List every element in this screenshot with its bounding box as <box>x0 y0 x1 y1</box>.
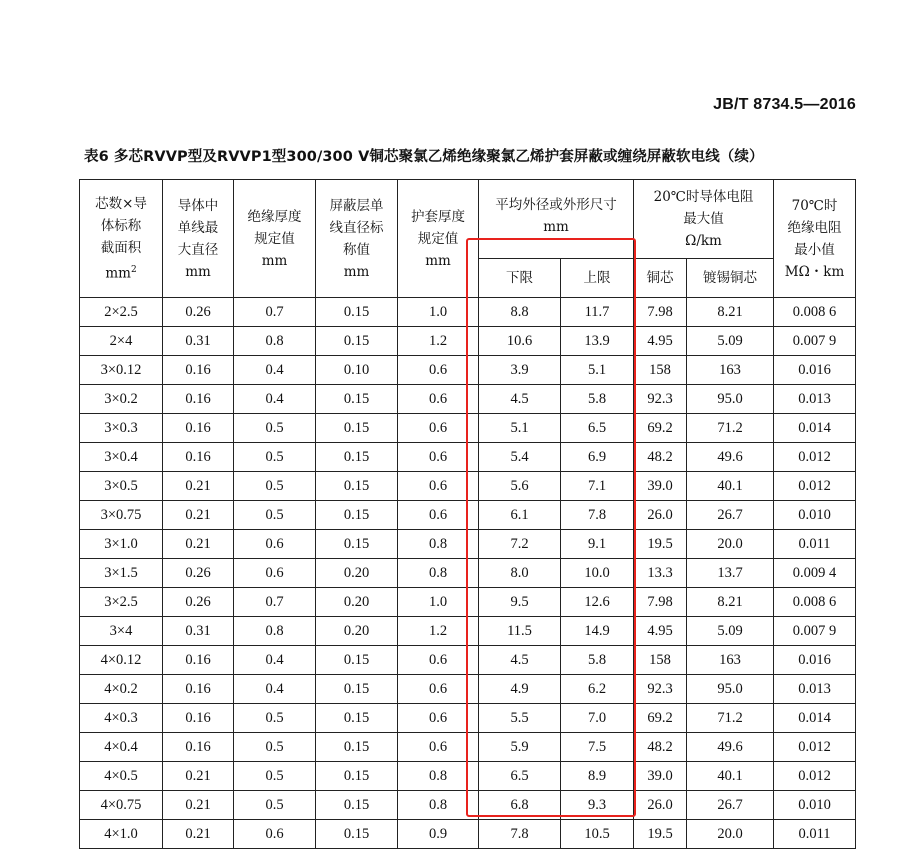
cell-insulation-thickness: 0.6 <box>234 530 316 559</box>
cell-insulation-thickness: 0.5 <box>234 791 316 820</box>
cell-insulation-thickness: 0.7 <box>234 588 316 617</box>
cell-sheath-thickness: 0.8 <box>398 762 479 791</box>
cell-sheath-thickness: 0.6 <box>398 704 479 733</box>
table-row <box>80 327 856 356</box>
cell-sheath-thickness: 1.0 <box>398 588 479 617</box>
cell-resistance-copper: 26.0 <box>634 501 687 530</box>
cell-shield-wire-diameter: 0.20 <box>316 617 398 646</box>
table-row <box>80 617 856 646</box>
standard-code: JB/T 8734.5—2016 <box>713 96 856 113</box>
cell-insulation-thickness: 0.5 <box>234 762 316 791</box>
cell-insulation-thickness: 0.5 <box>234 414 316 443</box>
table-row <box>80 704 856 733</box>
cell-outer-diameter-min: 3.9 <box>479 356 561 385</box>
cell-outer-diameter-max: 11.7 <box>561 298 634 327</box>
cell-outer-diameter-min: 8.0 <box>479 559 561 588</box>
cell-cross-section: 3×0.3 <box>80 414 163 443</box>
cell-insulation-resistance: 0.009 4 <box>774 559 856 588</box>
cell-outer-diameter-min: 6.8 <box>479 791 561 820</box>
cell-resistance-tinned-copper: 20.0 <box>687 820 774 849</box>
table-row <box>80 298 856 327</box>
cell-sheath-thickness: 0.6 <box>398 356 479 385</box>
cell-shield-wire-diameter: 0.15 <box>316 820 398 849</box>
cell-resistance-tinned-copper: 163 <box>687 646 774 675</box>
table-caption: 表6 多芯RVVP型及RVVP1型300/300 V铜芯聚氯乙烯绝缘聚氯乙烯护套屏蔽或缠绕屏蔽软电线（续） <box>84 149 764 165</box>
cell-resistance-copper: 13.3 <box>634 559 687 588</box>
cell-cross-section: 4×0.5 <box>80 762 163 791</box>
cell-wire-diameter: 0.16 <box>163 385 234 414</box>
header-sheath-thickness: 护套厚度 规定值 mm <box>398 180 479 298</box>
cell-outer-diameter-max: 9.1 <box>561 530 634 559</box>
cell-shield-wire-diameter: 0.15 <box>316 414 398 443</box>
cell-insulation-thickness: 0.7 <box>234 298 316 327</box>
cell-wire-diameter: 0.26 <box>163 559 234 588</box>
cell-cross-section: 3×0.2 <box>80 385 163 414</box>
cell-resistance-tinned-copper: 95.0 <box>687 385 774 414</box>
cell-resistance-copper: 158 <box>634 356 687 385</box>
cell-insulation-resistance: 0.014 <box>774 414 856 443</box>
cell-wire-diameter: 0.16 <box>163 443 234 472</box>
header-upper-limit: 上限 <box>561 259 634 298</box>
cell-sheath-thickness: 1.2 <box>398 327 479 356</box>
cell-outer-diameter-max: 14.9 <box>561 617 634 646</box>
cell-insulation-resistance: 0.016 <box>774 356 856 385</box>
cell-shield-wire-diameter: 0.15 <box>316 443 398 472</box>
cell-insulation-thickness: 0.5 <box>234 472 316 501</box>
cell-shield-wire-diameter: 0.15 <box>316 327 398 356</box>
cell-outer-diameter-min: 6.1 <box>479 501 561 530</box>
cell-cross-section: 4×0.75 <box>80 791 163 820</box>
cell-resistance-tinned-copper: 163 <box>687 356 774 385</box>
table-row <box>80 530 856 559</box>
cell-sheath-thickness: 0.6 <box>398 646 479 675</box>
cell-cross-section: 3×4 <box>80 617 163 646</box>
cell-shield-wire-diameter: 0.15 <box>316 298 398 327</box>
cell-insulation-thickness: 0.8 <box>234 617 316 646</box>
header-cross-section: 芯数×导 体标称 截面积 $mm^2$ <box>80 180 163 298</box>
table-row <box>80 762 856 791</box>
cell-outer-diameter-max: 7.1 <box>561 472 634 501</box>
cell-cross-section: 3×0.4 <box>80 443 163 472</box>
table-row <box>80 588 856 617</box>
cell-wire-diameter: 0.16 <box>163 675 234 704</box>
cell-resistance-tinned-copper: 71.2 <box>687 414 774 443</box>
cell-resistance-copper: 19.5 <box>634 820 687 849</box>
cell-resistance-copper: 48.2 <box>634 443 687 472</box>
cell-insulation-resistance: 0.010 <box>774 791 856 820</box>
cell-cross-section: 2×2.5 <box>80 298 163 327</box>
cell-outer-diameter-min: 5.5 <box>479 704 561 733</box>
cell-resistance-tinned-copper: 71.2 <box>687 704 774 733</box>
header-insulation-thickness: 绝缘厚度 规定值 mm <box>234 180 316 298</box>
header-lower-limit: 下限 <box>479 259 561 298</box>
cell-outer-diameter-min: 7.2 <box>479 530 561 559</box>
table-row <box>80 675 856 704</box>
cell-insulation-resistance: 0.007 9 <box>774 327 856 356</box>
cell-sheath-thickness: 0.8 <box>398 559 479 588</box>
cell-sheath-thickness: 0.6 <box>398 675 479 704</box>
cell-sheath-thickness: 0.8 <box>398 791 479 820</box>
cell-insulation-thickness: 0.4 <box>234 385 316 414</box>
cell-outer-diameter-max: 6.5 <box>561 414 634 443</box>
table-row <box>80 443 856 472</box>
table-row <box>80 414 856 443</box>
table-row <box>80 501 856 530</box>
cell-cross-section: 4×0.2 <box>80 675 163 704</box>
cell-resistance-copper: 26.0 <box>634 791 687 820</box>
cell-resistance-copper: 4.95 <box>634 617 687 646</box>
header-insulation-resistance: 70℃时 绝缘电阻 最小值 MΩ・km <box>774 180 856 298</box>
cell-sheath-thickness: 0.8 <box>398 530 479 559</box>
cell-shield-wire-diameter: 0.15 <box>316 472 398 501</box>
cell-resistance-tinned-copper: 20.0 <box>687 530 774 559</box>
cell-cross-section: 3×0.5 <box>80 472 163 501</box>
cell-outer-diameter-min: 5.1 <box>479 414 561 443</box>
cell-sheath-thickness: 1.0 <box>398 298 479 327</box>
cell-resistance-tinned-copper: 40.1 <box>687 472 774 501</box>
cell-shield-wire-diameter: 0.15 <box>316 791 398 820</box>
header-outer-diameter: 平均外径或外形尺寸 mm <box>479 180 634 259</box>
cell-outer-diameter-max: 7.0 <box>561 704 634 733</box>
cell-outer-diameter-min: 8.8 <box>479 298 561 327</box>
cell-shield-wire-diameter: 0.15 <box>316 733 398 762</box>
cell-outer-diameter-max: 6.9 <box>561 443 634 472</box>
cell-outer-diameter-min: 5.4 <box>479 443 561 472</box>
cell-outer-diameter-max: 7.5 <box>561 733 634 762</box>
cell-outer-diameter-max: 7.8 <box>561 501 634 530</box>
header-shield-wire-diameter: 屏蔽层单 线直径标 称值 mm <box>316 180 398 298</box>
cell-resistance-copper: 69.2 <box>634 704 687 733</box>
header-wire-diameter: 导体中 单线最 大直径 mm <box>163 180 234 298</box>
cell-outer-diameter-max: 13.9 <box>561 327 634 356</box>
cell-insulation-thickness: 0.5 <box>234 704 316 733</box>
cell-resistance-copper: 48.2 <box>634 733 687 762</box>
cell-resistance-copper: 92.3 <box>634 385 687 414</box>
cell-insulation-thickness: 0.4 <box>234 356 316 385</box>
table-body <box>80 298 856 849</box>
cell-wire-diameter: 0.16 <box>163 733 234 762</box>
cell-shield-wire-diameter: 0.15 <box>316 530 398 559</box>
table-row <box>80 472 856 501</box>
header-tinned-copper: 镀锡铜芯 <box>687 259 774 298</box>
cell-sheath-thickness: 1.2 <box>398 617 479 646</box>
cell-outer-diameter-min: 4.5 <box>479 385 561 414</box>
cell-resistance-copper: 39.0 <box>634 472 687 501</box>
cell-insulation-resistance: 0.016 <box>774 646 856 675</box>
cell-resistance-tinned-copper: 5.09 <box>687 617 774 646</box>
cell-outer-diameter-min: 4.5 <box>479 646 561 675</box>
cell-shield-wire-diameter: 0.15 <box>316 646 398 675</box>
cell-wire-diameter: 0.26 <box>163 588 234 617</box>
cell-wire-diameter: 0.21 <box>163 820 234 849</box>
cell-insulation-resistance: 0.011 <box>774 820 856 849</box>
cell-outer-diameter-min: 7.8 <box>479 820 561 849</box>
cell-outer-diameter-max: 5.8 <box>561 385 634 414</box>
cell-wire-diameter: 0.21 <box>163 472 234 501</box>
table-row <box>80 385 856 414</box>
cell-shield-wire-diameter: 0.15 <box>316 385 398 414</box>
cell-insulation-thickness: 0.5 <box>234 733 316 762</box>
cell-sheath-thickness: 0.6 <box>398 472 479 501</box>
cell-sheath-thickness: 0.6 <box>398 733 479 762</box>
cell-wire-diameter: 0.16 <box>163 414 234 443</box>
cell-insulation-resistance: 0.012 <box>774 733 856 762</box>
cell-shield-wire-diameter: 0.15 <box>316 501 398 530</box>
cell-wire-diameter: 0.26 <box>163 298 234 327</box>
cell-outer-diameter-min: 10.6 <box>479 327 561 356</box>
cell-resistance-tinned-copper: 8.21 <box>687 298 774 327</box>
cell-cross-section: 2×4 <box>80 327 163 356</box>
cell-outer-diameter-max: 12.6 <box>561 588 634 617</box>
cell-insulation-resistance: 0.013 <box>774 675 856 704</box>
cell-insulation-resistance: 0.010 <box>774 501 856 530</box>
cell-insulation-resistance: 0.012 <box>774 472 856 501</box>
cell-wire-diameter: 0.31 <box>163 327 234 356</box>
cell-insulation-resistance: 0.012 <box>774 762 856 791</box>
cell-sheath-thickness: 0.6 <box>398 385 479 414</box>
table-row <box>80 733 856 762</box>
header-copper: 铜芯 <box>634 259 687 298</box>
cell-resistance-tinned-copper: 8.21 <box>687 588 774 617</box>
cell-insulation-thickness: 0.8 <box>234 327 316 356</box>
cell-insulation-thickness: 0.5 <box>234 501 316 530</box>
cell-outer-diameter-min: 9.5 <box>479 588 561 617</box>
cell-outer-diameter-max: 8.9 <box>561 762 634 791</box>
cell-shield-wire-diameter: 0.20 <box>316 588 398 617</box>
cell-outer-diameter-min: 5.6 <box>479 472 561 501</box>
cell-insulation-resistance: 0.012 <box>774 443 856 472</box>
cell-resistance-tinned-copper: 49.6 <box>687 733 774 762</box>
header-conductor-resistance: 20℃时导体电阻 最大值 Ω/km <box>634 180 774 259</box>
cell-resistance-copper: 7.98 <box>634 298 687 327</box>
cell-resistance-copper: 92.3 <box>634 675 687 704</box>
cell-wire-diameter: 0.16 <box>163 356 234 385</box>
cell-wire-diameter: 0.16 <box>163 646 234 675</box>
cell-insulation-resistance: 0.007 9 <box>774 617 856 646</box>
cell-insulation-resistance: 0.008 6 <box>774 588 856 617</box>
cell-insulation-thickness: 0.4 <box>234 646 316 675</box>
cell-wire-diameter: 0.21 <box>163 530 234 559</box>
table-row <box>80 791 856 820</box>
cell-resistance-tinned-copper: 13.7 <box>687 559 774 588</box>
cell-resistance-copper: 19.5 <box>634 530 687 559</box>
cell-insulation-thickness: 0.5 <box>234 443 316 472</box>
cell-wire-diameter: 0.21 <box>163 791 234 820</box>
cell-sheath-thickness: 0.6 <box>398 414 479 443</box>
cell-shield-wire-diameter: 0.15 <box>316 675 398 704</box>
cell-wire-diameter: 0.16 <box>163 704 234 733</box>
cell-shield-wire-diameter: 0.15 <box>316 704 398 733</box>
cell-insulation-resistance: 0.011 <box>774 530 856 559</box>
cell-cross-section: 3×1.5 <box>80 559 163 588</box>
cell-insulation-thickness: 0.6 <box>234 559 316 588</box>
cell-shield-wire-diameter: 0.10 <box>316 356 398 385</box>
cell-outer-diameter-max: 10.5 <box>561 820 634 849</box>
cell-outer-diameter-max: 9.3 <box>561 791 634 820</box>
cell-sheath-thickness: 0.9 <box>398 820 479 849</box>
spec-table <box>79 179 856 849</box>
cell-resistance-copper: 69.2 <box>634 414 687 443</box>
cell-outer-diameter-min: 5.9 <box>479 733 561 762</box>
cell-sheath-thickness: 0.6 <box>398 501 479 530</box>
cell-outer-diameter-max: 5.8 <box>561 646 634 675</box>
cell-resistance-copper: 4.95 <box>634 327 687 356</box>
table-row <box>80 356 856 385</box>
cell-resistance-copper: 158 <box>634 646 687 675</box>
cell-insulation-thickness: 0.6 <box>234 820 316 849</box>
cell-cross-section: 4×0.4 <box>80 733 163 762</box>
table-row <box>80 559 856 588</box>
cell-resistance-tinned-copper: 26.7 <box>687 791 774 820</box>
cell-insulation-resistance: 0.008 6 <box>774 298 856 327</box>
cell-cross-section: 3×0.75 <box>80 501 163 530</box>
cell-outer-diameter-max: 5.1 <box>561 356 634 385</box>
cell-outer-diameter-max: 10.0 <box>561 559 634 588</box>
cell-cross-section: 3×2.5 <box>80 588 163 617</box>
cell-resistance-tinned-copper: 26.7 <box>687 501 774 530</box>
cell-resistance-copper: 39.0 <box>634 762 687 791</box>
cell-cross-section: 3×1.0 <box>80 530 163 559</box>
cell-resistance-tinned-copper: 40.1 <box>687 762 774 791</box>
cell-sheath-thickness: 0.6 <box>398 443 479 472</box>
cell-resistance-tinned-copper: 5.09 <box>687 327 774 356</box>
cell-wire-diameter: 0.21 <box>163 762 234 791</box>
cell-shield-wire-diameter: 0.15 <box>316 762 398 791</box>
cell-outer-diameter-max: 6.2 <box>561 675 634 704</box>
cell-cross-section: 4×0.3 <box>80 704 163 733</box>
cell-wire-diameter: 0.21 <box>163 501 234 530</box>
cell-resistance-copper: 7.98 <box>634 588 687 617</box>
cell-insulation-resistance: 0.013 <box>774 385 856 414</box>
cell-cross-section: 4×1.0 <box>80 820 163 849</box>
cell-shield-wire-diameter: 0.20 <box>316 559 398 588</box>
cell-insulation-resistance: 0.014 <box>774 704 856 733</box>
table-row <box>80 820 856 849</box>
cell-outer-diameter-min: 4.9 <box>479 675 561 704</box>
cell-resistance-tinned-copper: 49.6 <box>687 443 774 472</box>
cell-cross-section: 3×0.12 <box>80 356 163 385</box>
cell-insulation-thickness: 0.4 <box>234 675 316 704</box>
cell-outer-diameter-min: 11.5 <box>479 617 561 646</box>
cell-resistance-tinned-copper: 95.0 <box>687 675 774 704</box>
cell-cross-section: 4×0.12 <box>80 646 163 675</box>
header-row-1 <box>80 180 856 259</box>
table-row <box>80 646 856 675</box>
cell-wire-diameter: 0.31 <box>163 617 234 646</box>
cell-outer-diameter-min: 6.5 <box>479 762 561 791</box>
